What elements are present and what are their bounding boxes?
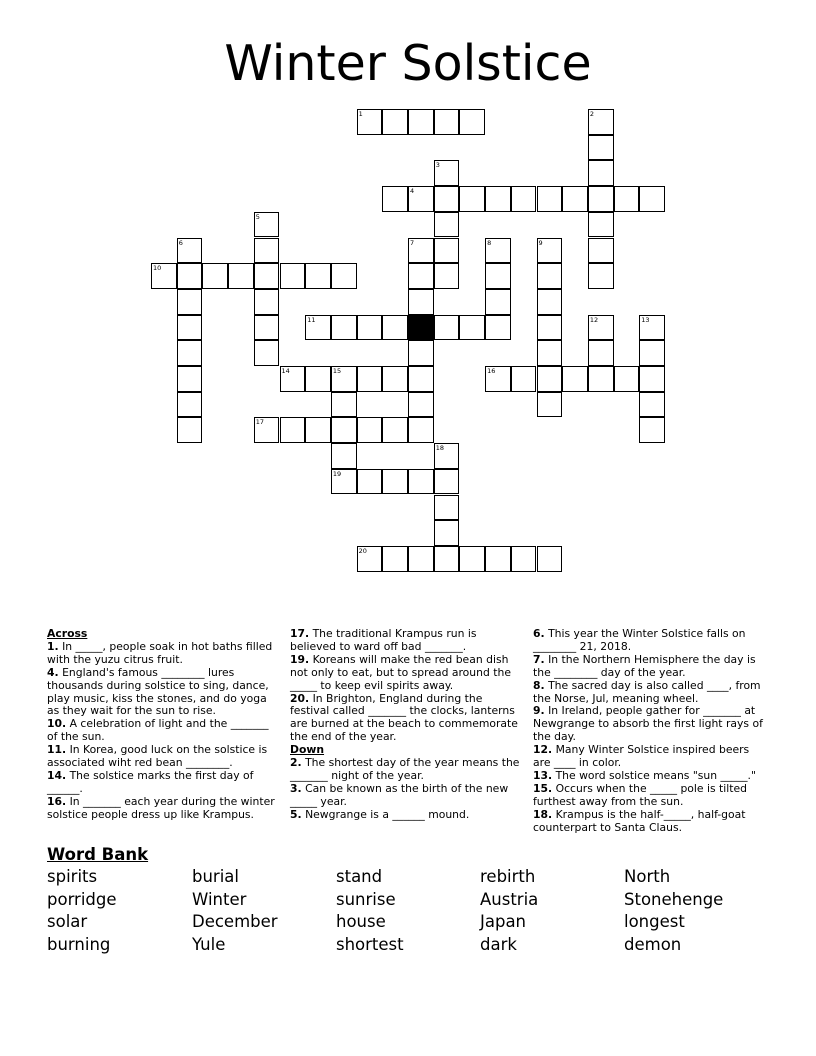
crossword-cell[interactable] [639,392,665,418]
clue-number: 2 [589,110,595,118]
crossword-cell[interactable] [254,289,280,315]
crossword-cell[interactable] [280,417,306,443]
clue-number: 3 [435,161,440,170]
word-bank-word: solar [47,912,88,932]
crossword-cell[interactable] [254,238,280,264]
word-bank-word: house [336,912,386,932]
crossword-cell[interactable] [511,366,537,392]
clue-number: 9 [538,238,543,247]
clue-number: 11 [307,315,316,324]
crossword-cell[interactable] [177,289,203,315]
crossword-cell[interactable] [485,263,511,289]
clue-number: 14 [281,367,290,375]
word-bank-word: Japan [480,912,527,932]
crossword-cell[interactable] [459,186,485,212]
crossword-cell[interactable] [331,315,357,341]
crossword-cell[interactable] [434,263,460,289]
word-bank-column [480,866,538,957]
crossword-cell[interactable] [537,315,563,341]
crossword-cell[interactable] [408,186,434,212]
crossword-cell[interactable] [537,238,563,264]
word-bank-column [336,866,404,957]
crossword-cell[interactable] [254,417,280,443]
crossword-cell[interactable] [588,186,614,212]
crossword-cell[interactable] [177,340,203,366]
crossword-cell[interactable] [588,340,614,366]
crossword-cell[interactable] [357,546,383,572]
crossword-cell[interactable] [434,238,460,264]
crossword-cell[interactable] [537,263,563,289]
page-title: Winter Solstice [224,35,592,92]
clue-across-4: 4. England's famous ________ lures thousands during solstice to sing, dance, play music, kiss the stones, and do yoga as they wait for the sun to rise. [47,665,269,718]
clue-number: 7 [410,238,415,247]
crossword-cell[interactable] [254,315,280,341]
crossword-cell[interactable] [537,186,563,212]
crossword-cell[interactable] [485,186,511,212]
crossword-cell[interactable] [485,315,511,341]
word-bank-word: longest [624,912,685,932]
clue-number: 17 [255,418,265,427]
crossword-cell[interactable] [434,212,460,238]
word-bank-word: North [624,867,671,886]
down-heading: Down [290,743,325,757]
crossword-cell[interactable] [357,366,383,392]
crossword-cell[interactable] [382,417,408,443]
crossword-cell[interactable] [434,109,460,135]
crossword-cell[interactable] [588,366,614,392]
clue-down-3: 3. Can be known as the birth of the new _____ year. [290,781,509,808]
crossword-cell[interactable] [537,366,563,392]
word-bank-heading: Word Bank [47,845,149,864]
clue-across-17: 17. The traditional Krampus run is believed to ward off bad _______. [290,627,477,653]
word-bank-word: Stonehenge [624,889,724,909]
word-bank-word: sunrise [336,889,396,909]
crossword-cell[interactable] [434,315,460,341]
clue-number: 19 [332,469,342,478]
crossword-cell[interactable] [485,546,511,572]
crossword-cell[interactable] [177,392,203,418]
clue-down-6: 6. This year the Winter Solstice falls on ________ 21, 2018. [533,627,746,653]
word-bank-column [192,866,278,957]
clue-number: 6 [178,238,183,247]
clue-down-2: 2. The shortest day of the year means the _______ night of the year. [290,756,520,782]
crossword-cell[interactable] [408,238,434,264]
crossword-cell[interactable] [177,263,203,289]
crossword-cell[interactable] [280,366,306,392]
crossword-cell[interactable] [408,417,434,443]
word-bank-word: dark [480,935,517,955]
word-bank-column [624,866,723,957]
clue-across-19: 19. Koreans will make the red bean dish not only to eat, but to spread around the _____ to keep evil spirits away. [290,652,511,692]
crossword-cell[interactable] [434,469,460,495]
clue-number: 8 [487,238,492,247]
crossword-cell[interactable] [485,366,511,392]
across-heading: Across [47,627,88,640]
crossword-cell[interactable] [485,238,511,264]
crossword-cell[interactable] [537,546,563,572]
clue-number: 13 [641,315,650,324]
crossword-cell[interactable] [459,546,485,572]
clue-number: 15 [332,367,342,375]
clue-across-10: 10. A celebration of light and the _______ of the sun. [47,717,269,744]
clue-number: 16 [487,367,496,375]
crossword-cell[interactable] [614,186,640,212]
clue-across-16: 16. In _______ each year during the winter solstice people dress up like Krampus. [47,794,275,821]
clue-across-20: 20. In Brighton, England during the festival called _______ the clocks, lanterns are burned at the beach to commemorate the end of the year. [290,691,518,744]
crossword-cell[interactable] [459,315,485,341]
clue-number: 12 [589,315,599,324]
crossword-cell[interactable] [408,289,434,315]
crossword-cell[interactable] [588,109,614,135]
word-bank-word: burning [47,935,111,955]
crossword-cell[interactable] [305,417,331,443]
crossword-cell[interactable] [177,315,203,341]
crossword-cell[interactable] [588,238,614,264]
crossword-cell[interactable] [305,263,331,289]
crossword-cell[interactable] [639,340,665,366]
crossword-cell[interactable] [254,263,280,289]
clue-across-14: 14. The solstice marks the first day of ______. [47,768,254,795]
crossword-cell[interactable] [408,340,434,366]
clue-column-3 [533,628,769,835]
crossword-black-cell [408,315,434,341]
clue-down-5: 5. Newgrange is a ______ mound. [290,807,470,821]
word-bank-word: December [192,912,278,932]
crossword-cell[interactable] [639,186,665,212]
crossword-cell[interactable] [537,392,563,418]
clue-column-1 [47,628,279,822]
crossword-cell[interactable] [588,135,614,161]
crossword-cell[interactable] [177,417,203,443]
crossword-cell[interactable] [511,186,537,212]
word-bank-column [47,866,117,957]
crossword-cell[interactable] [382,315,408,341]
crossword-cell[interactable] [382,186,408,212]
word-bank-word: Yule [192,935,226,955]
word-bank-word: Winter [192,889,247,909]
clue-number: 20 [358,546,367,555]
crossword-cell[interactable] [408,546,434,572]
crossword-cell[interactable] [177,238,203,264]
crossword-cell[interactable] [588,212,614,238]
word-bank-word: demon [624,935,682,955]
crossword-cell[interactable] [382,366,408,392]
word-bank-word: stand [336,867,383,886]
crossword-cell[interactable] [614,366,640,392]
crossword-cell[interactable] [305,366,331,392]
crossword-cell[interactable] [254,340,280,366]
crossword-cell[interactable] [459,109,485,135]
clue-down-7: 7. In the Northern Hemisphere the day is the ________ day of the year. [533,652,756,679]
crossword-cell[interactable] [511,546,537,572]
crossword-cell[interactable] [228,263,254,289]
crossword-cell[interactable] [357,417,383,443]
crossword-cell[interactable] [254,212,280,238]
crossword-cell[interactable] [331,443,357,469]
clue-number: 4 [410,187,415,196]
crossword-cell[interactable] [357,469,383,495]
crossword-cell[interactable] [537,289,563,315]
crossword-cell[interactable] [434,520,460,546]
crossword-cell[interactable] [562,366,588,392]
clue-down-12: 12. Many Winter Solstice inspired beers are ____ in color. [533,743,750,770]
clue-down-13: 13. The word solstice means "sun _____." [533,768,756,782]
clue-across-1: 1. In _____, people soak in hot baths filled with the yuzu citrus fruit. [47,639,273,666]
clue-number: 1 [358,110,363,118]
crossword-cell[interactable] [357,315,383,341]
crossword-cell[interactable] [588,263,614,289]
crossword-cell[interactable] [588,160,614,186]
crossword-cell[interactable] [408,469,434,495]
word-bank-word: burial [192,867,239,886]
crossword-cell[interactable] [485,289,511,315]
crossword-cell[interactable] [357,109,383,135]
crossword-cell[interactable] [305,315,331,341]
crossword-cell[interactable] [331,366,357,392]
crossword-cell[interactable] [331,263,357,289]
crossword-cell[interactable] [639,417,665,443]
word-bank-word: shortest [336,935,404,955]
crossword-cell[interactable] [639,366,665,392]
crossword-cell[interactable] [331,392,357,418]
crossword-cell[interactable] [382,469,408,495]
crossword-cell[interactable] [382,109,408,135]
crossword-cell[interactable] [151,263,177,289]
clue-number: 10 [153,264,162,273]
crossword-cell[interactable] [434,443,460,469]
clue-number: 5 [255,212,260,221]
crossword-cell[interactable] [434,160,460,186]
clue-down-9: 9. In Ireland, people gather for _______ at Newgrange to absorb the first light rays of the day. [533,704,763,744]
clue-down-18: 18. Krampus is the half-_____, half-goat counterpart to Santa Claus. [533,807,746,834]
crossword-cell[interactable] [408,263,434,289]
crossword-cell[interactable] [408,392,434,418]
word-bank-word: rebirth [480,867,536,886]
clue-down-15: 15. Occurs when the _____ pole is tilted furthest away from the sun. [533,781,748,808]
crossword-cell[interactable] [202,263,228,289]
crossword-cell[interactable] [434,186,460,212]
clue-down-8: 8. The sacred day is also called ____, from the Norse, Jul, meaning wheel. [533,678,761,705]
crossword-cell[interactable] [382,546,408,572]
crossword-cell[interactable] [434,495,460,521]
clue-number: 18 [435,444,444,453]
crossword-cell[interactable] [331,417,357,443]
crossword-cell[interactable] [177,366,203,392]
clue-column-2 [290,628,522,822]
word-bank-word: porridge [47,889,117,909]
crossword-cell[interactable] [408,366,434,392]
crossword-cell[interactable] [639,315,665,341]
crossword-cell[interactable] [408,109,434,135]
crossword-cell[interactable] [588,315,614,341]
crossword-cell[interactable] [280,263,306,289]
crossword-cell[interactable] [331,469,357,495]
clue-across-11: 11. In Korea, good luck on the solstice is associated wiht red bean ________. [47,743,268,770]
crossword-cell[interactable] [562,186,588,212]
word-bank-word: Austria [480,889,539,909]
crossword-cell[interactable] [434,546,460,572]
crossword-cell[interactable] [537,340,563,366]
word-bank-word: spirits [47,867,98,886]
